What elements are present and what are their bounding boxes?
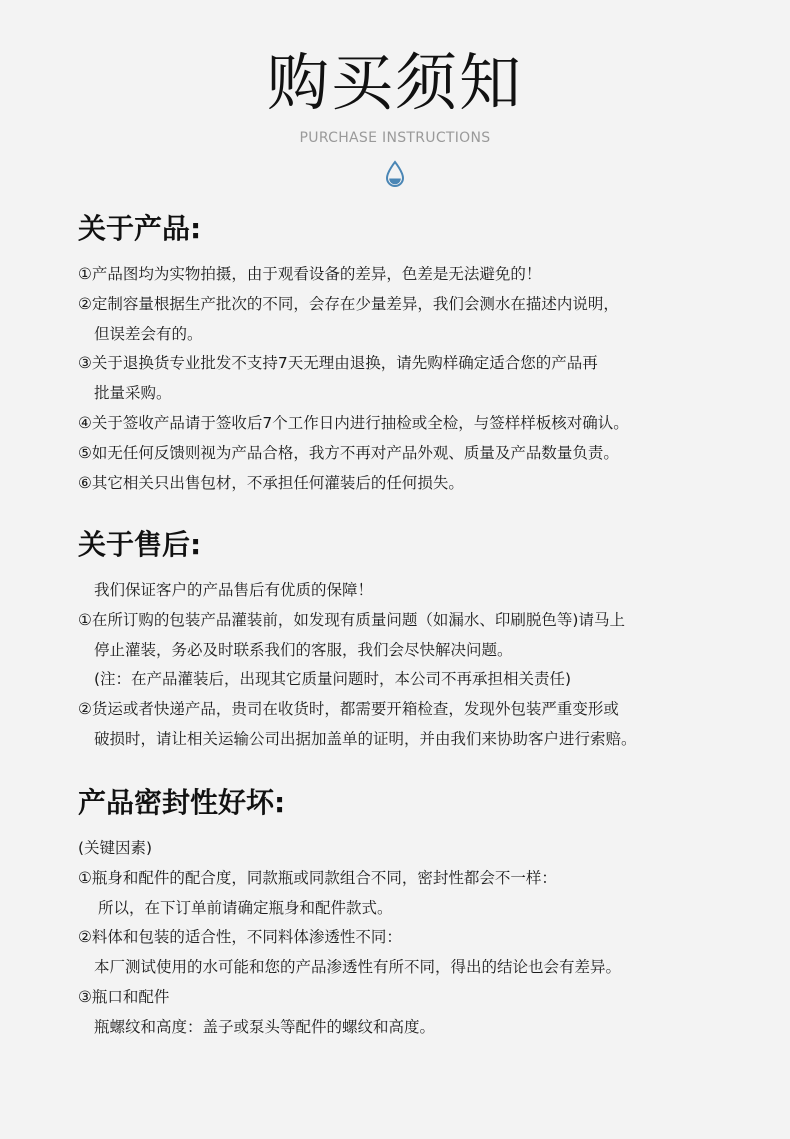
list-item: ④关于签收产品请于签收后7个工作日内进行抽检或全检，与签样样板核对确认。: [78, 413, 629, 432]
section-after-sales: [78, 528, 758, 755]
section-title: 关于产品:: [78, 212, 202, 245]
section-title: 产品密封性好坏:: [78, 786, 286, 819]
section-lines: [78, 260, 758, 498]
section-title: 关于售后:: [78, 528, 202, 561]
list-item: ①瓶身和配件的配合度，同款瓶或同款组合不同，密封性都会不一样：: [78, 868, 557, 887]
list-item: 瓶螺纹和高度：盖子或泵头等配件的螺纹和高度。: [94, 1017, 436, 1036]
list-item: 批量采购。: [94, 384, 172, 403]
list-item: ③关于退换货专业批发不支持7天无理由退换，请先购样确定适合您的产品再: [78, 354, 598, 373]
page-header: [0, 0, 790, 188]
section-about-product: [78, 212, 758, 498]
section-lines: [78, 834, 758, 1043]
list-item: 但误差会有的。: [94, 324, 203, 343]
list-item: (关键因素): [78, 839, 153, 857]
list-item: ③瓶口和配件: [78, 987, 170, 1006]
list-item: ②料体和包装的适合性，不同料体渗透性不同：: [78, 928, 402, 947]
list-item: ②货运或者快递产品，贵司在收货时，都需要开箱检查，发现外包装严重变形或: [78, 700, 619, 719]
list-item: 破损时，请让相关运输公司出据加盖单的证明，并由我们来协助客户进行索赔。: [94, 729, 637, 748]
section-lines: [78, 576, 758, 755]
water-drop-icon: [384, 160, 406, 188]
section-sealing: [78, 786, 758, 1043]
list-item: 停止灌装，务必及时联系我们的客服，我们会尽快解决问题。: [94, 640, 513, 659]
list-item: ①在所订购的包装产品灌装前，如发现有质量问题（如漏水、印刷脱色等)请马上: [78, 610, 625, 629]
list-item: 所以，在下订单前请确定瓶身和配件款式。: [98, 898, 393, 917]
list-item: ②定制容量根据生产批次的不同，会存在少量差异，我们会测水在描述内说明，: [78, 294, 619, 313]
page-title: 购买须知: [266, 46, 523, 119]
list-item: 我们保证客户的产品售后有优质的保障！: [94, 581, 374, 599]
list-item: ⑥其它相关只出售包材，不承担任何灌装后的任何损失。: [78, 473, 464, 492]
list-item: ⑤如无任何反馈则视为产品合格，我方不再对产品外观、质量及产品数量负责。: [78, 443, 619, 462]
list-item: (注：在产品灌装后，出现其它质量问题时，本公司不再承担相关责任): [94, 670, 572, 689]
list-item: ①产品图均为实物拍摄，由于观看设备的差异，色差是无法避免的！: [78, 265, 542, 283]
page-subtitle: PURCHASE INSTRUCTIONS: [299, 130, 491, 146]
list-item: 本厂测试使用的水可能和您的产品渗透性有所不同，得出的结论也会有差异。: [94, 958, 622, 977]
